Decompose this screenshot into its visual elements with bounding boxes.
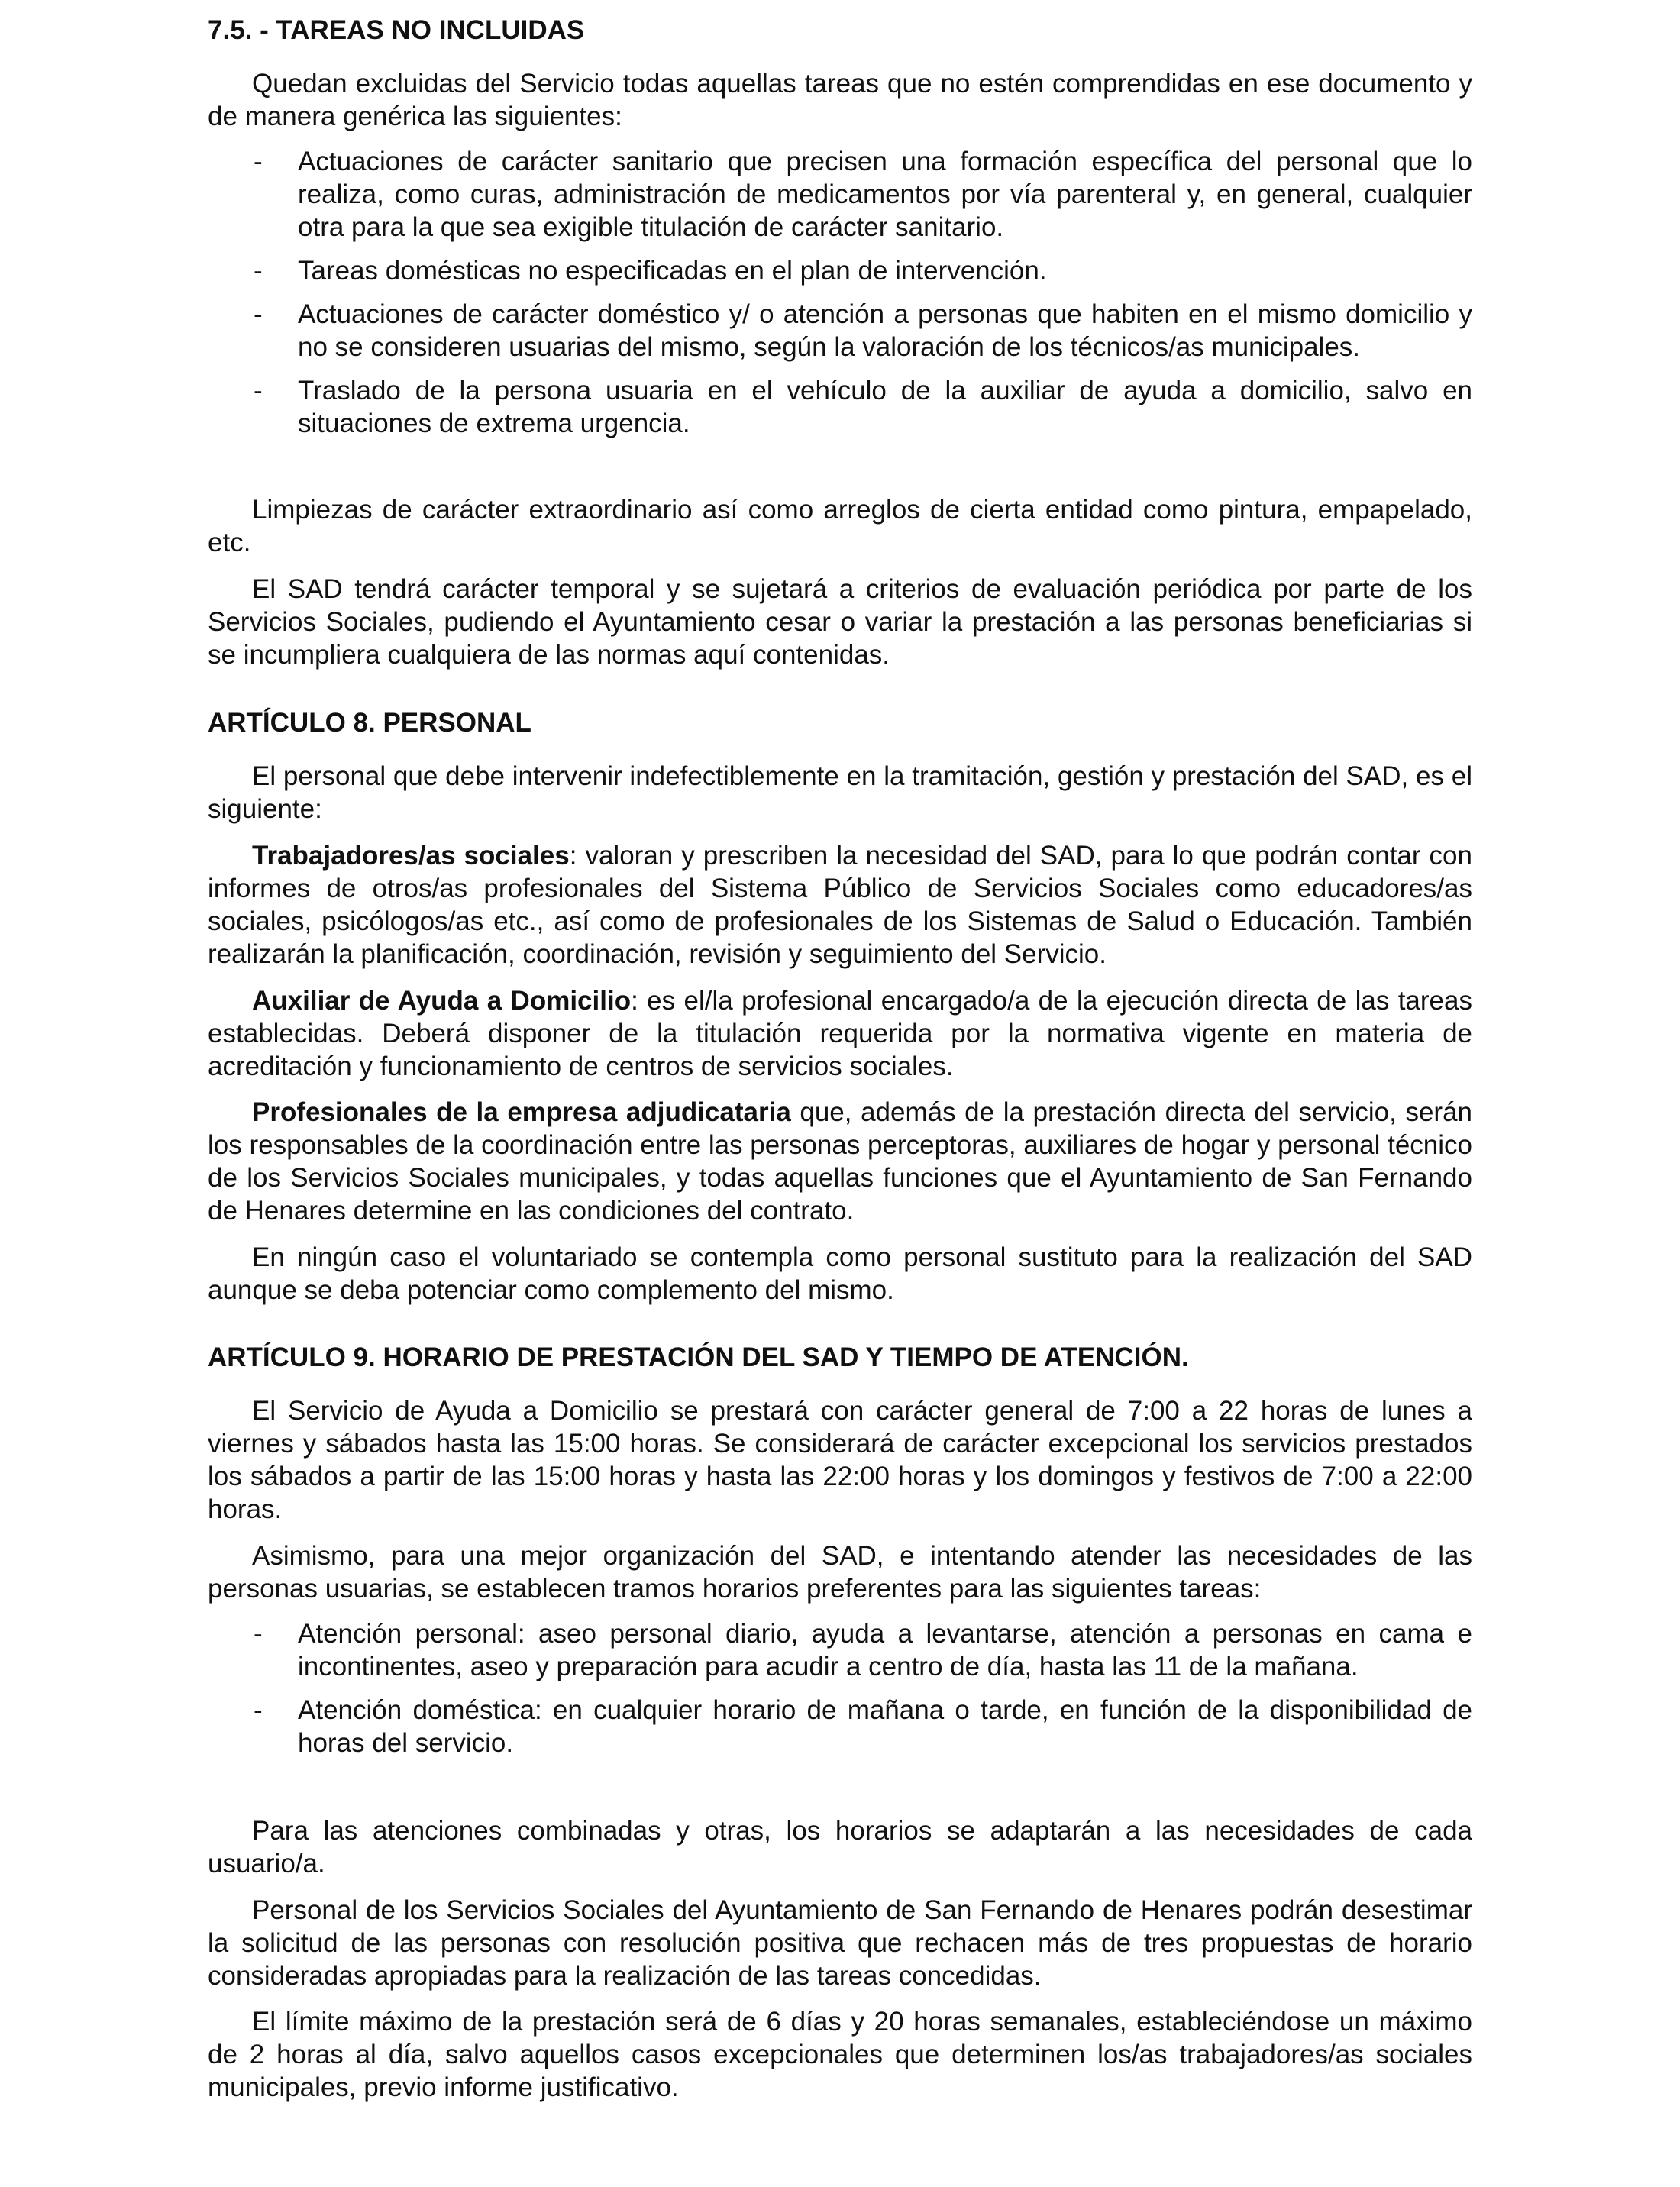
list-item-text: Atención doméstica: en cualquier horario de mañana o tarde, en función de la disponibilidad de horas del servicio. [298, 1695, 1472, 1758]
excluded-tasks-list [208, 145, 1472, 440]
list-item-text: Traslado de la persona usuaria en el vehículo de la auxiliar de ayuda a domicilio, salvo en situaciones de extrema urgencia. [298, 376, 1472, 438]
definition-auxiliar-ayuda: : es el/la profesional encargado/a de la ejecución directa de las tareas establecidas. Deberá disponer de la titulación requerida por la normativa vigente en materia de acreditación y funcionamiento de centros de servicios sociales. [208, 986, 1472, 1081]
list-item-text: Tareas domésticas no especificadas en el plan de intervención. [298, 256, 1047, 286]
dash-bullet: - [254, 256, 263, 286]
article-8-heading: ARTÍCULO 8. PERSONAL [208, 708, 531, 738]
list-item-text: Actuaciones de carácter sanitario que precisen una formación específica del personal que lo realiza, como curas, administración de medicamentos por vía parenteral y, en general, cualquier otra para la que sea exigible titulación de carácter sanitario. [298, 147, 1472, 242]
paragraph-desestimar: Personal de los Servicios Sociales del Ayuntamiento de San Fernando de Henares podrán desestimar la solicitud de las personas con resolución positiva que rechacen más de tres propuestas de horario consideradas apropiadas para la realización de las tareas concedidas. [208, 1895, 1472, 1991]
paragraph-tramos-intro: Asimismo, para una mejor organización del SAD, e intentando atender las necesidades de las personas usuarias, se establecen tramos horarios preferentes para las siguientes tareas: [208, 1541, 1472, 1604]
list-item [208, 298, 1472, 363]
paragraph-atenciones-combinadas: Para las atenciones combinadas y otras, los horarios se adaptarán a las necesidades de cada usuario/a. [208, 1816, 1472, 1878]
list-item [208, 374, 1472, 440]
paragraph-limite-maximo: El límite máximo de la prestación será de 6 días y 20 horas semanales, estableciéndose un máximo de 2 horas al día, salvo aquellos casos excepcionales que determinen los/as trabajadores/as sociales municipales, previo informe justificativo. [208, 2007, 1472, 2102]
section-heading-7-5: 7.5. - TAREAS NO INCLUIDAS [208, 15, 585, 45]
paragraph-trabajadores-sociales [208, 839, 1472, 971]
definition-profesionales-empresa: que, además de la prestación directa del servicio, serán los responsables de la coordinación entre las personas perceptoras, auxiliares de hogar y personal técnico de los Servicios Sociales municipales, y todas aquellas funciones que el Ayuntamiento de San Fernando de Henares determine en las condiciones del contrato. [208, 1097, 1472, 1226]
list-item-text: Atención personal: aseo personal diario, ayuda a levantarse, atención a personas en cama e incontinentes, aseo y preparación para acudir a centro de día, hasta las 11 de la mañana. [298, 1619, 1472, 1681]
article-9-heading: ARTÍCULO 9. HORARIO DE PRESTACIÓN DEL SAD Y TIEMPO DE ATENCIÓN. [208, 1342, 1189, 1372]
term-trabajadores-sociales: Trabajadores/as sociales [252, 841, 570, 871]
paragraph-personal-intro: El personal que debe intervenir indefectiblemente en la tramitación, gestión y prestación del SAD, es el siguiente: [208, 761, 1472, 824]
dash-bullet: - [254, 1695, 263, 1725]
dash-bullet: - [254, 1619, 263, 1649]
dash-bullet: - [254, 147, 263, 176]
dash-bullet: - [254, 376, 263, 405]
paragraph-profesionales-empresa [208, 1096, 1472, 1227]
list-item [208, 1617, 1472, 1683]
term-auxiliar-ayuda: Auxiliar de Ayuda a Domicilio [252, 986, 632, 1016]
term-profesionales-empresa: Profesionales de la empresa adjudicataria [252, 1097, 791, 1127]
paragraph-limpiezas: Limpiezas de carácter extraordinario así como arreglos de cierta entidad como pintura, empapelado, etc. [208, 495, 1472, 557]
dash-bullet: - [254, 299, 263, 329]
list-item [208, 145, 1472, 244]
paragraph-auxiliar-ayuda [208, 984, 1472, 1083]
paragraph-excluded-intro: Quedan excluidas del Servicio todas aquellas tareas que no estén comprendidas en ese documento y de manera genérica las siguientes: [208, 69, 1472, 131]
paragraph-horario-general: El Servicio de Ayuda a Domicilio se prestará con carácter general de 7:00 a 22 horas de lunes a viernes y sábados hasta las 15:00 horas. Se considerará de carácter excepcional los servicios prestados los sábados a partir de las 15:00 horas y hasta las 22:00 horas y los domingos y festivos de 7:00 a 22:00 horas. [208, 1396, 1472, 1524]
paragraph-voluntariado: En ningún caso el voluntariado se contempla como personal sustituto para la realización del SAD aunque se deba potenciar como complemento del mismo. [208, 1242, 1472, 1305]
preferred-slots-list [208, 1617, 1472, 1759]
definition-trabajadores-sociales: : valoran y prescriben la necesidad del SAD, para lo que podrán contar con informes de otros/as profesionales del Sistema Público de Servicios Sociales como educadores/as sociales, psicólogos/as etc., así como de profesionales de los Sistemas de Salud o Educación. También realizarán la planificación, coordinación, revisión y seguimiento del Servicio. [208, 841, 1472, 969]
list-item [208, 1694, 1472, 1759]
list-item [208, 254, 1472, 287]
list-item-text: Actuaciones de carácter doméstico y/ o atención a personas que habiten en el mismo domicilio y no se consideren usuarias del mismo, según la valoración de los técnicos/as municipales. [298, 299, 1472, 362]
paragraph-sad-temporal: El SAD tendrá carácter temporal y se sujetará a criterios de evaluación periódica por parte de los Servicios Sociales, pudiendo el Ayuntamiento cesar o variar la prestación a las personas beneficiarias si se incumpliera cualquiera de las normas aquí contenidas. [208, 574, 1472, 670]
